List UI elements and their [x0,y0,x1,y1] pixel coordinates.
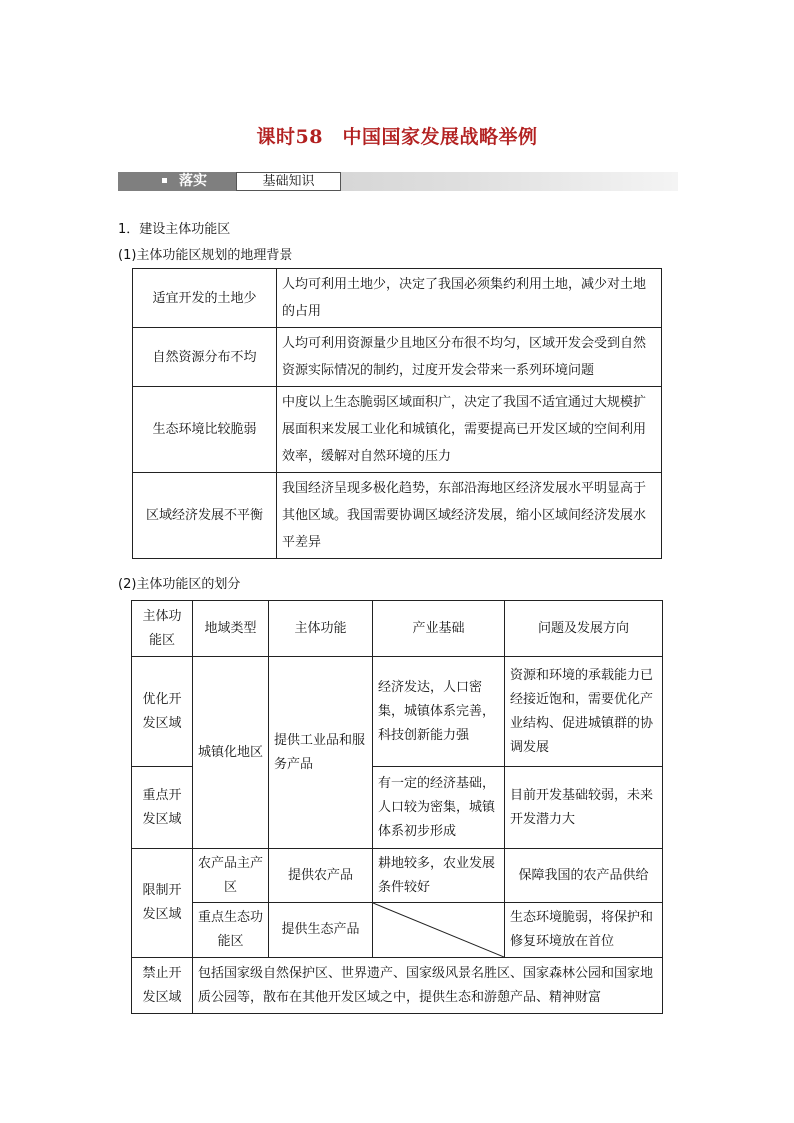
table-cell: 人均可利用资源量少且地区分布很不均匀，区域开发会受到自然资源实际情况的制约，过度开发会带来一系列环境问题 [277,328,662,387]
header-cell: 地域类型 [193,601,269,657]
table-row [133,387,662,473]
table-cell: 提供农产品 [269,849,373,903]
page-title: 课时58 中国国家发展战略举例 [256,126,538,148]
table-cell: 重点开发区域 [132,767,193,849]
header-cell: 问题及发展方向 [505,601,663,657]
table-cell: 重点生态功能区 [193,903,269,958]
table-row [132,849,663,903]
table-row [132,657,663,767]
table-row [133,328,662,387]
table-cell: 资源和环境的承载能力已经接近饱和，需要优化产业结构、促进城镇群的协调发展 [505,657,663,767]
table-cell: 人均可利用土地少，决定了我国必须集约利用土地，减少对土地的占用 [277,269,662,328]
table-cell: 优化开发区域 [132,657,193,767]
table-cell: 中度以上生态脆弱区域面积广，决定了我国不适宜通过大规模扩展面积来发展工业化和城镇化，需要提高已开发区域的空间利用效率，缓解对自然环境的压力 [277,387,662,473]
header-cell: 主体功能区 [132,601,193,657]
heading-1-2: (2)主体功能区的划分 [118,577,241,592]
table-cell: 区域经济发展不平衡 [133,473,277,559]
table-cell: 耕地较多，农业发展条件较好 [373,849,505,903]
table-cell: 禁止开发区域 [132,958,193,1014]
table-cell: 适宜开发的土地少 [133,269,277,328]
header-cell: 产业基础 [373,601,505,657]
table-cell: 包括国家级自然保护区、世界遗产、国家级风景名胜区、国家森林公园和国家地质公园等，散布在其他开发区域之中，提供生态和游憩产品、精神财富 [193,958,663,1014]
table-row [132,903,663,958]
table-row [133,269,662,328]
table-cell: 生态环境比较脆弱 [133,387,277,473]
table-cell: 经济发达，人口密集，城镇体系完善，科技创新能力强 [373,657,505,767]
table-cell: 生态环境脆弱，将保护和修复环境放在首位 [505,903,663,958]
table-cell: 目前开发基础较弱，未来开发潜力大 [505,767,663,849]
square-bullet-icon [162,178,167,183]
table-cell: 城镇化地区 [193,657,269,849]
heading-1: 1．建设主体功能区 [118,222,231,237]
diagonal-line [373,903,504,957]
section-bar-label: 落实 [118,172,236,191]
heading-1-1: (1)主体功能区规划的地理背景 [118,248,293,263]
table-row [132,958,663,1014]
header-cell: 主体功能 [269,601,373,657]
section-bar [118,172,678,191]
table-cell: 提供工业品和服务产品 [269,657,373,849]
diagonal-blank-cell [373,903,505,958]
table-cell: 保障我国的农产品供给 [505,849,663,903]
table-header-row [132,601,663,657]
background-table [132,268,662,559]
table-row [133,473,662,559]
table-cell: 自然资源分布不均 [133,328,277,387]
section-bar-tab: 基础知识 [236,172,341,191]
table-cell: 提供生态产品 [269,903,373,958]
table-cell: 有一定的经济基础，人口较为密集，城镇体系初步形成 [373,767,505,849]
table-cell: 我国经济呈现多极化趋势，东部沿海地区经济发展水平明显高于其他区域。我国需要协调区域经济发展，缩小区域间经济发展水平差异 [277,473,662,559]
table-cell: 限制开发区域 [132,849,193,958]
table-cell: 农产品主产区 [193,849,269,903]
division-table [131,600,663,1014]
